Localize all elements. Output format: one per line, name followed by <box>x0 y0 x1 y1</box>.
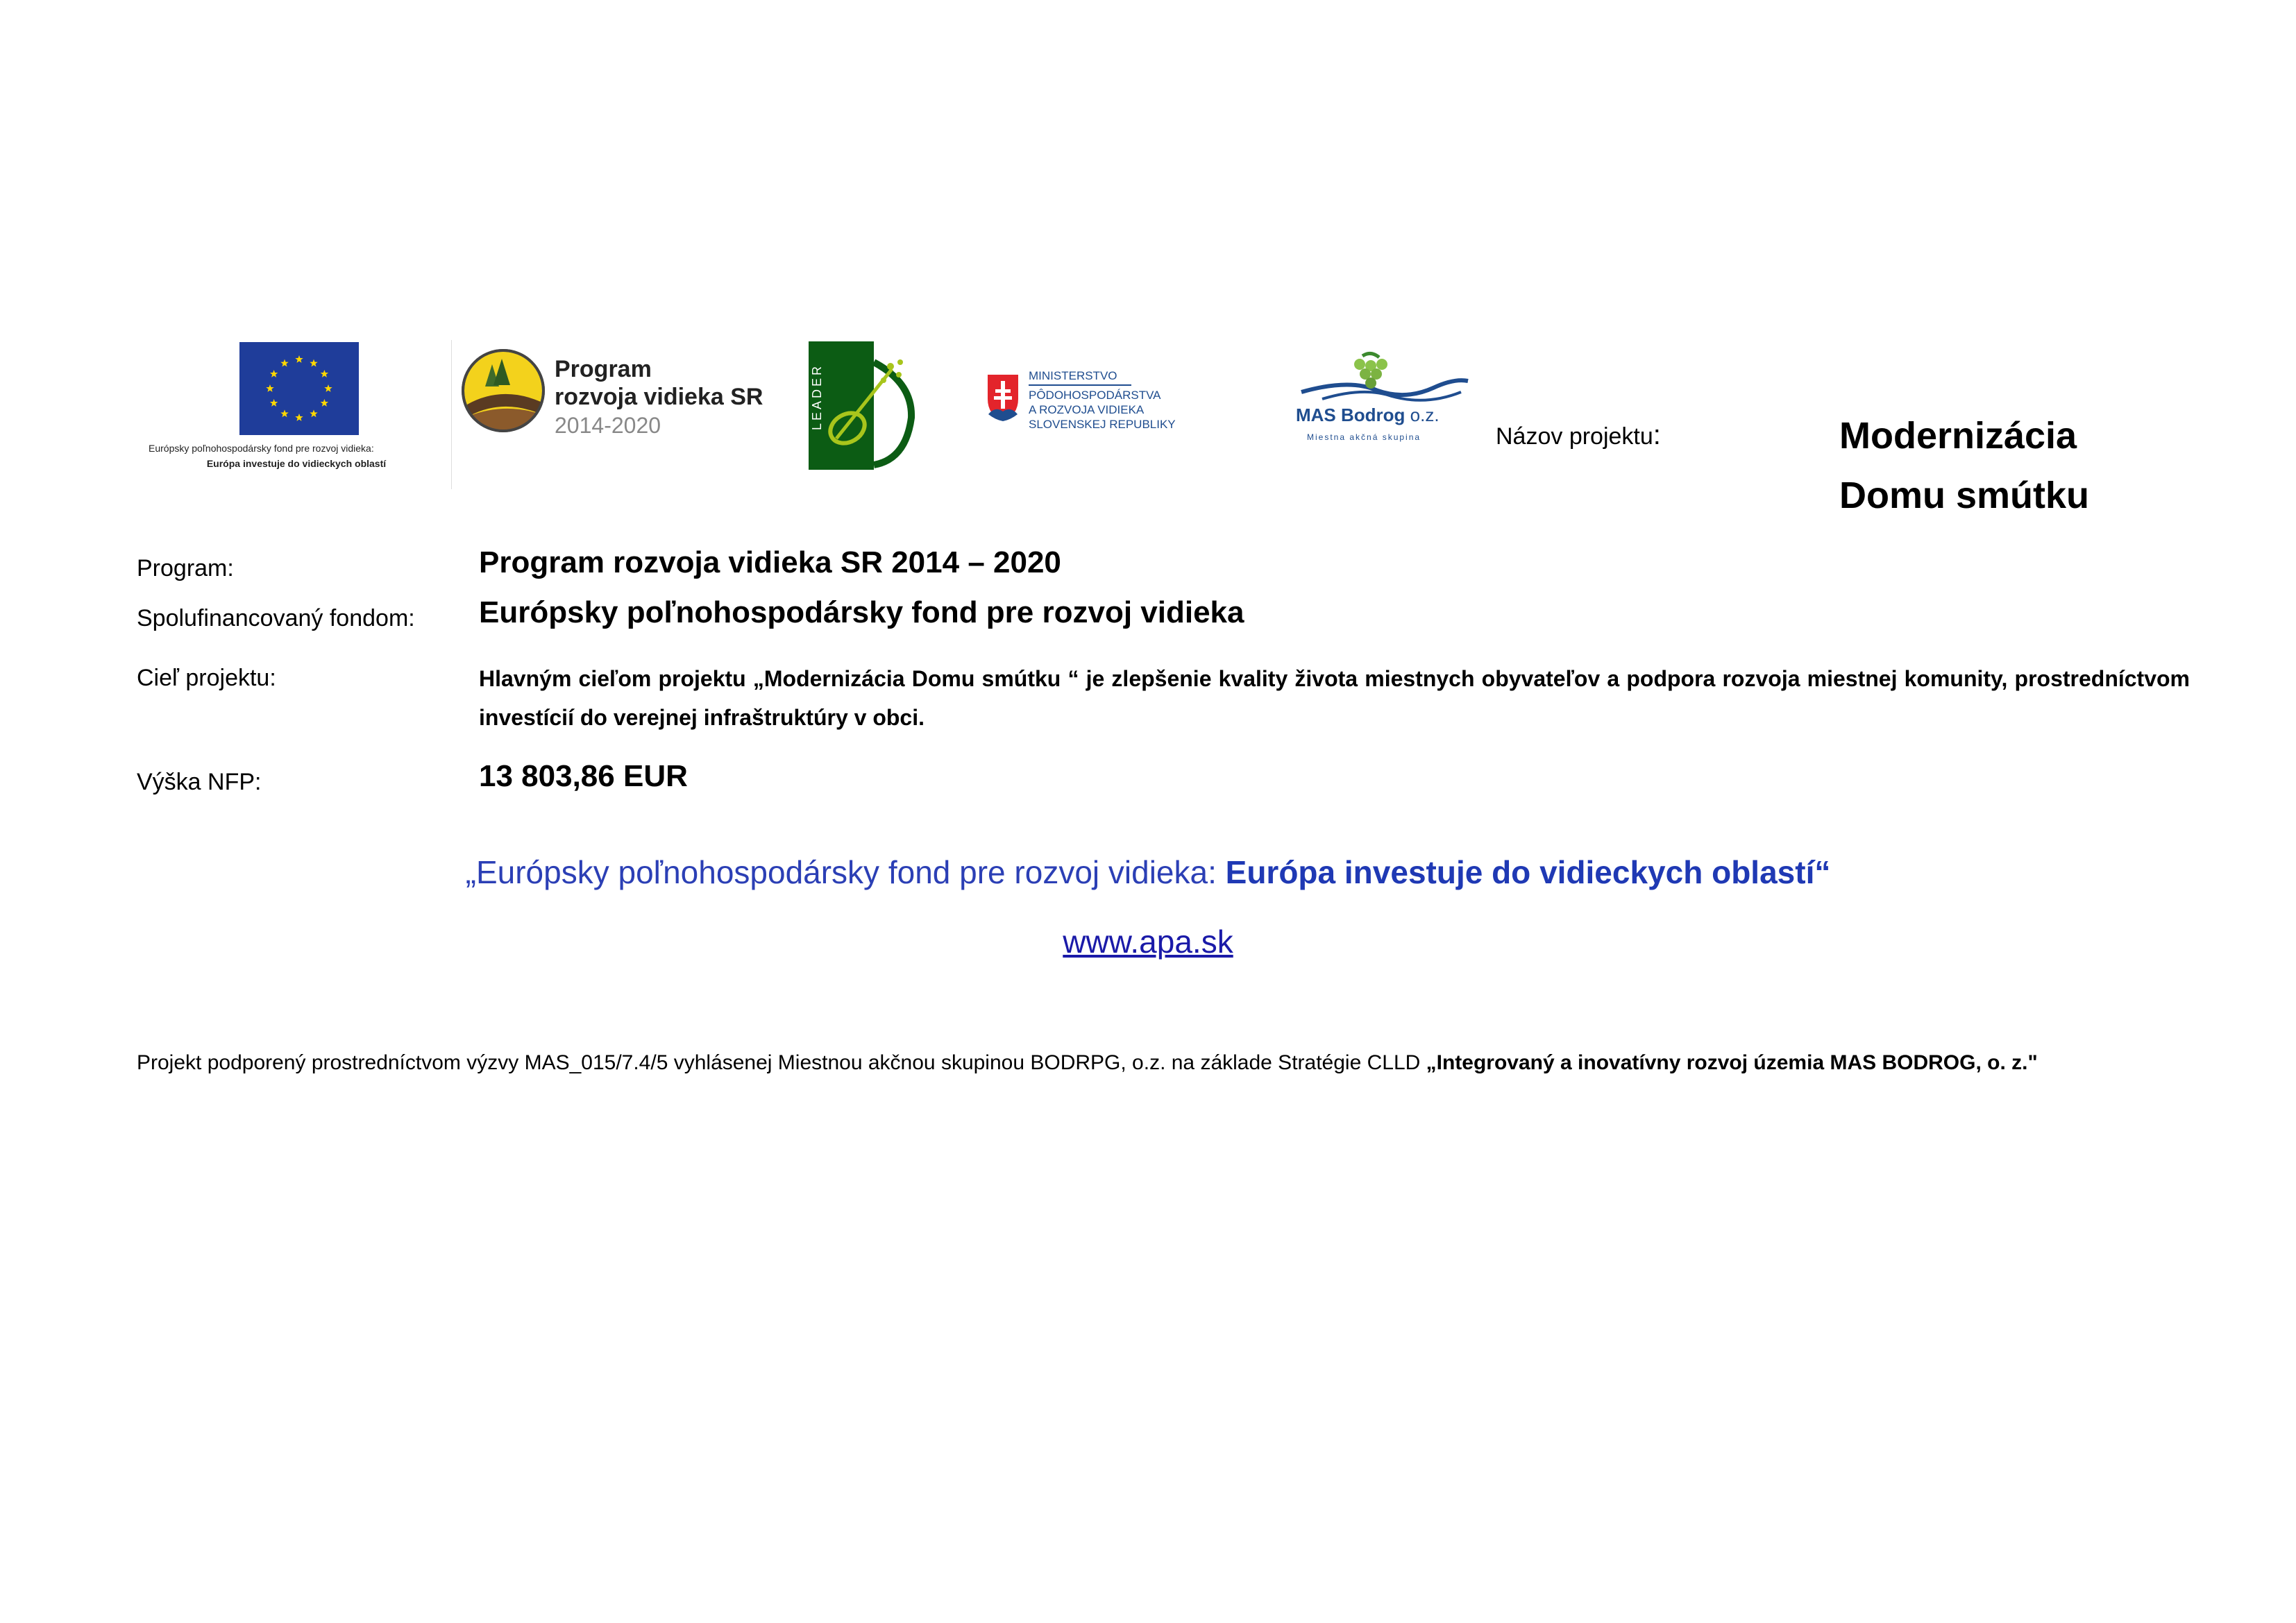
eu-star-icon <box>321 399 328 407</box>
program-value: Program rozvoja vidieka SR 2014 – 2020 <box>479 545 1061 579</box>
eu-star-icon <box>295 355 303 363</box>
ministry-line3: A ROZVOJA VIDIEKA <box>1029 403 1145 416</box>
leader-logo <box>809 341 920 470</box>
mas-title <box>1296 405 1440 426</box>
eu-star-icon <box>270 370 278 377</box>
eu-star-icon <box>266 384 273 392</box>
ministry-line2: PÔDOHOSPODÁRSTVA <box>1029 389 1161 402</box>
footer-note <box>137 1051 2038 1075</box>
project-name-label <box>1496 420 1661 451</box>
slogan <box>0 853 2296 891</box>
project-name-line2: Domu smútku <box>1839 475 2090 516</box>
project-name-value <box>1839 406 2089 525</box>
ministry-line1: MINISTERSTVO <box>1029 369 1117 382</box>
eu-star-icon <box>324 384 332 392</box>
slovak-coat-of-arms-icon <box>986 373 1020 423</box>
eu-caption-line2: Európa investuje do vidieckych oblastí <box>206 458 387 469</box>
eu-star-icon <box>295 414 303 421</box>
prv-emblem-icon <box>460 343 546 438</box>
mas-suffix: o.z. <box>1410 405 1440 425</box>
mas-subtitle: Miestna akčná skupina <box>1307 432 1421 442</box>
prv-title-line2: rozvoja vidieka SR <box>555 384 763 410</box>
eu-flag-icon <box>239 342 359 435</box>
eu-star-icon <box>310 359 317 367</box>
eu-star-icon <box>280 409 288 417</box>
mas-name: MAS Bodrog <box>1296 405 1406 425</box>
prv-logo <box>460 343 766 448</box>
ministry-line4: SLOVENSKEJ REPUBLIKY <box>1029 418 1176 431</box>
fund-label: Spolufinancovaný fondom: <box>137 605 415 631</box>
program-label: Program: <box>137 555 234 581</box>
eu-logo <box>146 340 452 489</box>
website-link-container <box>0 923 2296 960</box>
footer-text: Projekt podporený prostredníctvom výzvy MAS_015/7.4/5 vyhlásenej Miestnou akčnou skupinou BODRPG, o.z. na základe Stratégie CLLD <box>137 1051 1426 1074</box>
leader-text: LEADER <box>810 363 824 431</box>
grapes-river-icon <box>1294 350 1475 406</box>
project-name-colon: : <box>1653 420 1661 450</box>
goal-value: Hlavným cieľom projektu „Modernizácia Domu smútku “ je zlepšenie kvality života miestnych obyvateľov a podpora rozvoja miestnej komunity, prostredníctvom investícií do verejnej infraštruktúry v obci. <box>479 666 2190 730</box>
nfp-value: 13 803,86 EUR <box>479 759 688 793</box>
nfp-label: Výška NFP: <box>137 769 262 795</box>
project-name-label-text: Názov projektu <box>1496 423 1653 450</box>
eu-star-icon <box>270 399 278 407</box>
fund-value: Európsky poľnohospodársky fond pre rozvoj vidieka <box>479 595 1244 629</box>
website-link[interactable]: www.apa.sk <box>1063 924 1233 960</box>
ministry-logo <box>986 364 1208 454</box>
slogan-part2: Európa investuje do vidieckych oblastí“ <box>1225 854 1831 890</box>
eu-star-icon <box>310 409 317 417</box>
prv-title-line1: Program <box>555 356 652 382</box>
goal-label: Cieľ projektu: <box>137 665 276 691</box>
footer-strategy: „Integrovaný a inovatívny rozvoj územia MAS BODROG, o. z." <box>1426 1051 2038 1074</box>
prv-years: 2014-2020 <box>555 413 661 438</box>
eu-star-icon <box>280 359 288 367</box>
eu-star-icon <box>321 370 328 377</box>
mas-bodrog-logo <box>1294 350 1475 448</box>
ministry-text <box>1029 368 1176 432</box>
slogan-part1: „Európsky poľnohospodársky fond pre rozvoj vidieka: <box>465 854 1226 890</box>
ministry-divider <box>1029 384 1131 386</box>
eu-caption-line1: Európsky poľnohospodársky fond pre rozvoj vidieka: <box>149 443 374 454</box>
project-name-line1: Modernizácia <box>1839 415 2077 457</box>
